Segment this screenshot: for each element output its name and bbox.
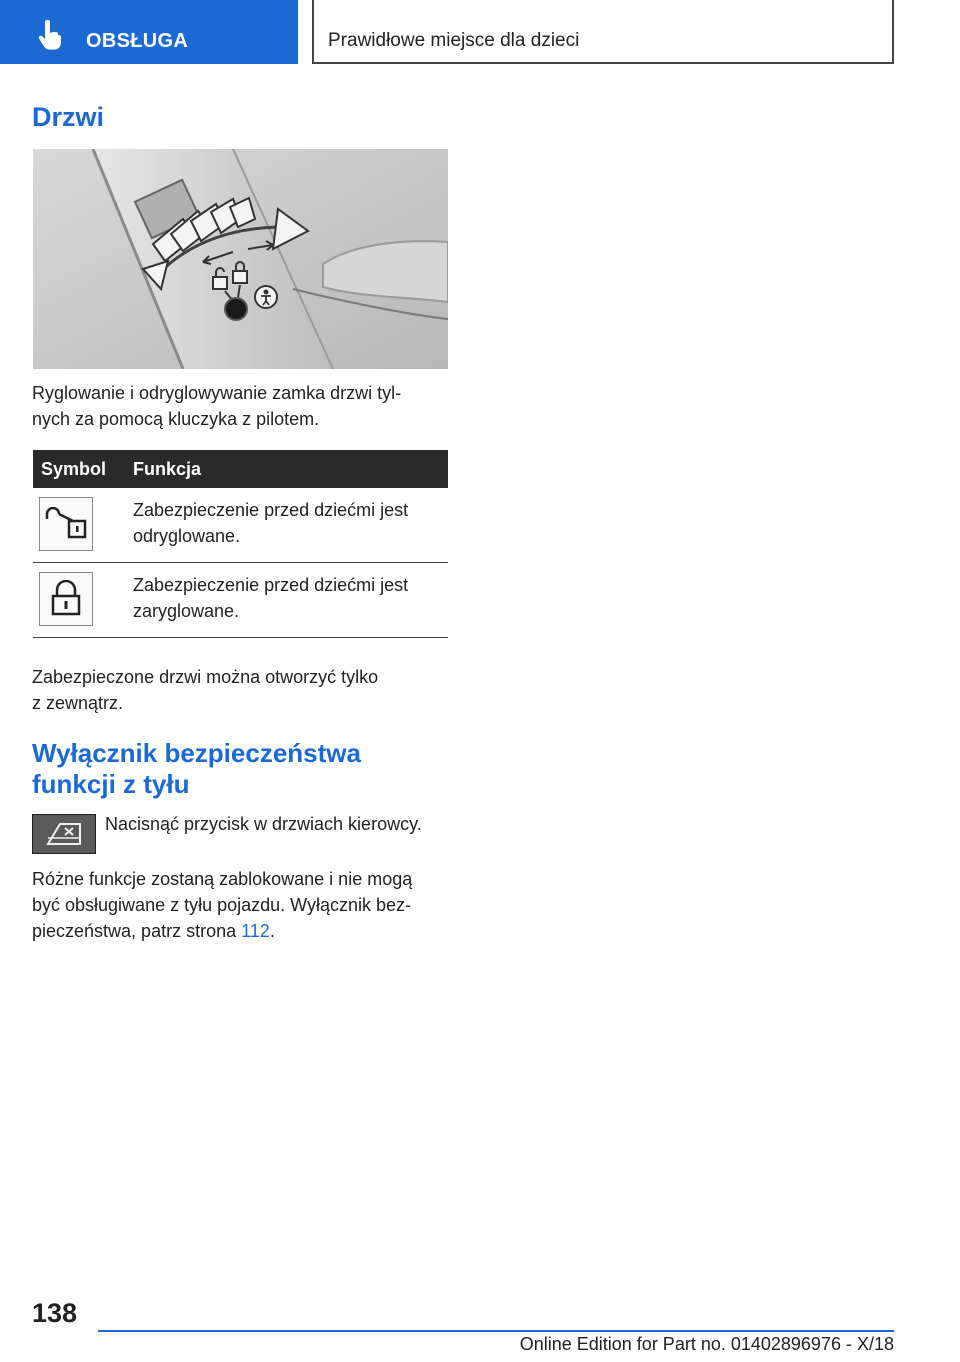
caption-line-1: Ryglowanie i odryglowywanie zamka drzwi tyl- [32,383,402,403]
desc-line-1: Różne funkcje zostaną zablokowane i nie mogą [32,869,413,889]
chapter-title: Prawidłowe miejsce dla dzieci [328,30,580,51]
page-reference-link[interactable]: 112 [241,921,270,941]
table-row [33,488,448,563]
col-header-function: Funkcja [125,450,448,488]
symbol-table [33,450,448,638]
symbol-cell [33,488,125,563]
chapter-header [312,0,894,64]
window-lockout-button-image [32,814,96,854]
unlocked-padlock-icon [43,507,89,541]
function-cell [125,488,448,563]
child-safety-lock-photo [33,149,448,369]
symbol-frame [39,497,93,551]
desc-period: . [269,921,275,941]
functions-description [32,866,450,944]
locked-padlock-icon [49,580,83,618]
function-line-2: odryglowane. [133,526,241,546]
note-line-2: z zewnątrz. [32,693,124,713]
symbol-cell [33,563,125,638]
section-tab [0,0,298,64]
section-label: OBSŁUGA [86,30,189,52]
symbol-frame [39,572,93,626]
heading-line-1: Wyłącznik bezpieczeństwa [32,738,361,768]
secured-door-note [32,664,450,716]
hand-pointer-icon [36,20,64,50]
footer-divider [98,1330,894,1332]
photo-caption [32,380,450,432]
function-line-1: Zabezpieczenie przed dziećmi jest [133,500,409,520]
footer-edition: Online Edition for Part no. 01402896976 - X/18 [519,1334,894,1354]
note-line-1: Zabezpieczone drzwi można otworzyć tylko [32,667,379,687]
page-number: 138 [32,1298,78,1328]
window-lockout-button-icon [44,820,84,848]
press-button-instruction: Nacisnąć przycisk w drzwiach kierowcy. [105,814,422,834]
caption-line-2: nych za pomocą kluczyka z pilotem. [32,409,320,429]
table-row [33,563,448,638]
function-cell [125,563,448,638]
heading-doors: Drzwi [32,102,105,132]
child-safety-lock-icon [33,149,448,369]
col-header-symbol: Symbol [33,450,125,488]
heading-safety-switch [32,738,452,800]
function-line-1: Zabezpieczenie przed dziećmi jest [133,575,409,595]
desc-line-2: być obsługiwane z tyłu pojazdu. Wyłącznik bez- [32,895,412,915]
function-line-2: zaryglowane. [133,601,240,621]
heading-line-2: funkcji z tyłu [32,769,190,799]
desc-line-3: pieczeństwa, patrz strona [32,921,237,941]
